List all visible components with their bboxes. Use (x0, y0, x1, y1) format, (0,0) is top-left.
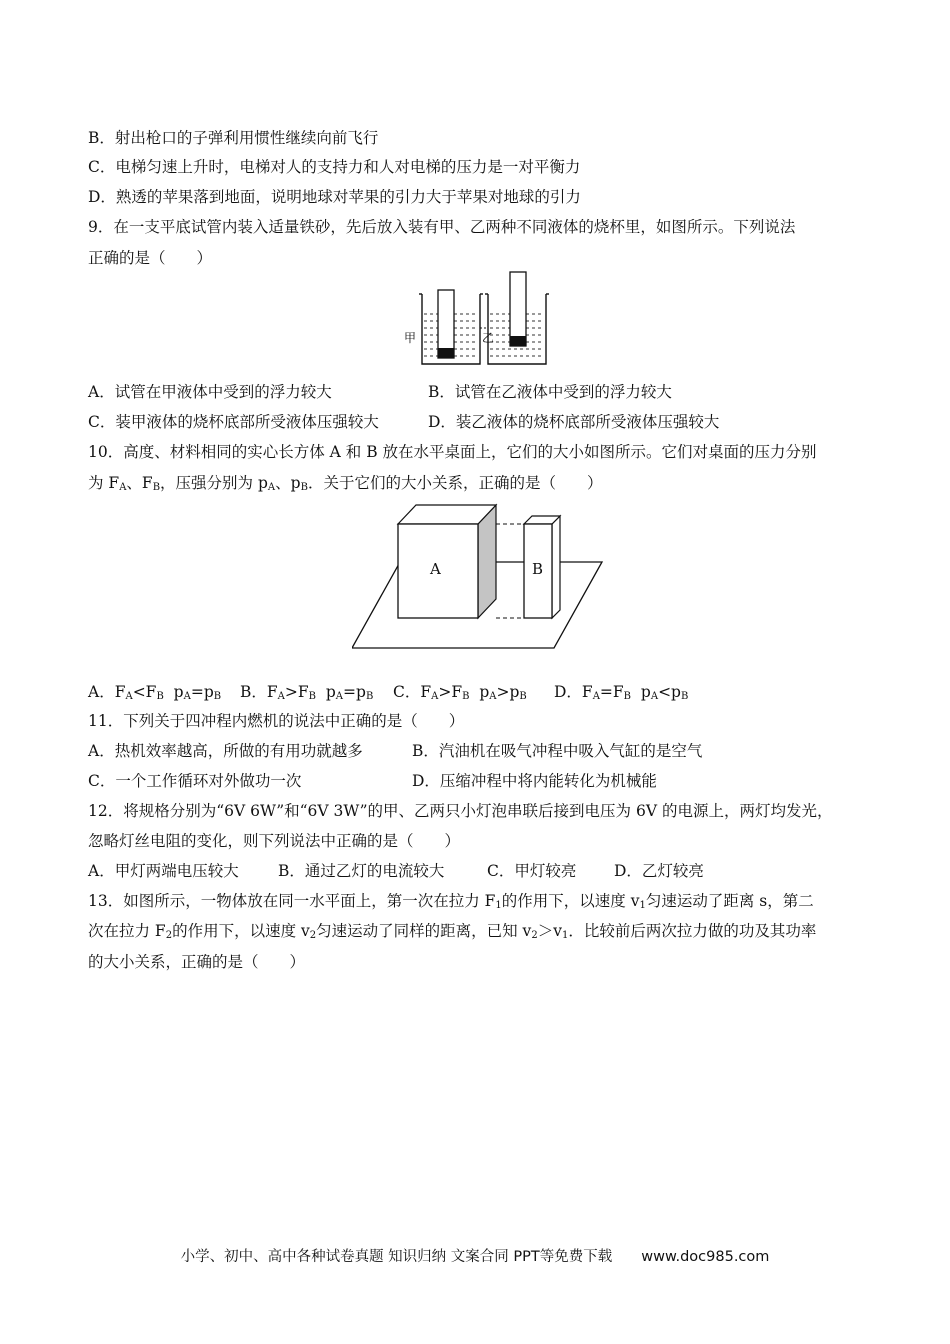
label-b: B (532, 560, 544, 578)
q12-stem-line1: 12．将规格分别为“6V 6W”和“6V 3W”的甲、乙两只小灯泡串联后接到电压为 6V 的电源上，两灯均发光， (88, 802, 833, 820)
test-tube-jia (438, 290, 454, 358)
label-yi: 乙 (482, 331, 495, 345)
label-jia: 甲 (404, 331, 417, 345)
label-a: A (430, 560, 441, 578)
q8-option-c: C．电梯匀速上升时，电梯对人的支持力和人对电梯的压力是一对平衡力 (88, 158, 581, 176)
q9-option-c: C．装甲液体的烧杯底部所受液体压强较大 (88, 413, 379, 431)
q12-option-d: D．乙灯较亮 (614, 862, 704, 880)
iron-sand-yi (510, 336, 526, 346)
q8-option-b: B．射出枪口的子弹利用惯性继续向前飞行 (88, 129, 379, 147)
q11-option-a: A．热机效率越高，所做的有用功就越多 (88, 742, 363, 760)
q13-stem-line2: 次在拉力 $F_2$的作用下，以速度 $v_2$匀速运动了同样的距离，已知 $v_2>v_1$．比较前后两次拉力做的功及其功率 (88, 922, 817, 941)
page-footer: 小学、初中、高中各种试卷真题 知识归纳 文案合同 PPT等免费下载 www.doc985.com (180, 1249, 770, 1265)
q10-stem-line1: 10．高度、材料相同的实心长方体 A 和 B 放在水平桌面上，它们的大小如图所示。它们对桌面的压力分别 (88, 443, 817, 461)
q11-stem: 11．下列关于四冲程内燃机的说法中正确的是（ ） (88, 712, 465, 730)
q10-option-b: B．$F_A>F_B$ $p_A=p_B$ (240, 683, 374, 702)
q10-option-d: D．$F_A=F_B$ $p_A<p_B$ (554, 683, 689, 702)
q11-option-c: C．一个工作循环对外做功一次 (88, 772, 302, 790)
iron-sand-jia (438, 348, 454, 358)
q10-stem-line2: 为 $F_A$、$F_B$，压强分别为 $p_A$、$p_B$．关于它们的大小关系，正确的是（ ） (88, 474, 603, 493)
q9-beaker-figure (400, 268, 550, 373)
q10-option-a: A．$F_A<F_B$ $p_A=p_B$ (88, 683, 222, 702)
q8-option-d: D．熟透的苹果落到地面，说明地球对苹果的引力大于苹果对地球的引力 (88, 188, 581, 206)
q10-blocks-figure (352, 502, 604, 650)
q13-stem-line1: 13．如图所示，一物体放在同一水平面上，第一次在拉力 $F_1$的作用下，以速度 $v_1$匀速运动了距离 s，第二 (88, 892, 814, 911)
q11-option-b: B．汽油机在吸气冲程中吸入气缸的是空气 (412, 742, 703, 760)
q12-stem-line2: 忽略灯丝电阻的变化，则下列说法中正确的是（ ） (88, 832, 461, 850)
q12-option-b: B．通过乙灯的电流较大 (278, 862, 445, 880)
block-a (398, 505, 496, 618)
q9-option-a: A．试管在甲液体中受到的浮力较大 (88, 383, 332, 401)
q10-option-c: C．$F_A>F_B$ $p_A>p_B$ (393, 683, 527, 702)
q11-option-d: D．压缩冲程中将内能转化为机械能 (412, 772, 657, 790)
q9-option-d: D．装乙液体的烧杯底部所受液体压强较大 (428, 413, 720, 431)
q9-stem-line1: 9．在一支平底试管内装入适量铁砂，先后放入装有甲、乙两种不同液体的烧杯里，如图所示。下列说法 (88, 218, 796, 236)
q12-option-c: C．甲灯较亮 (487, 862, 577, 880)
q9-stem-line2: 正确的是（ ） (88, 249, 213, 267)
q13-stem-line3: 的大小关系，正确的是（ ） (88, 953, 306, 971)
q9-option-b: B．试管在乙液体中受到的浮力较大 (428, 383, 672, 401)
q12-option-a: A．甲灯两端电压较大 (88, 862, 239, 880)
test-tube-yi (510, 272, 526, 346)
